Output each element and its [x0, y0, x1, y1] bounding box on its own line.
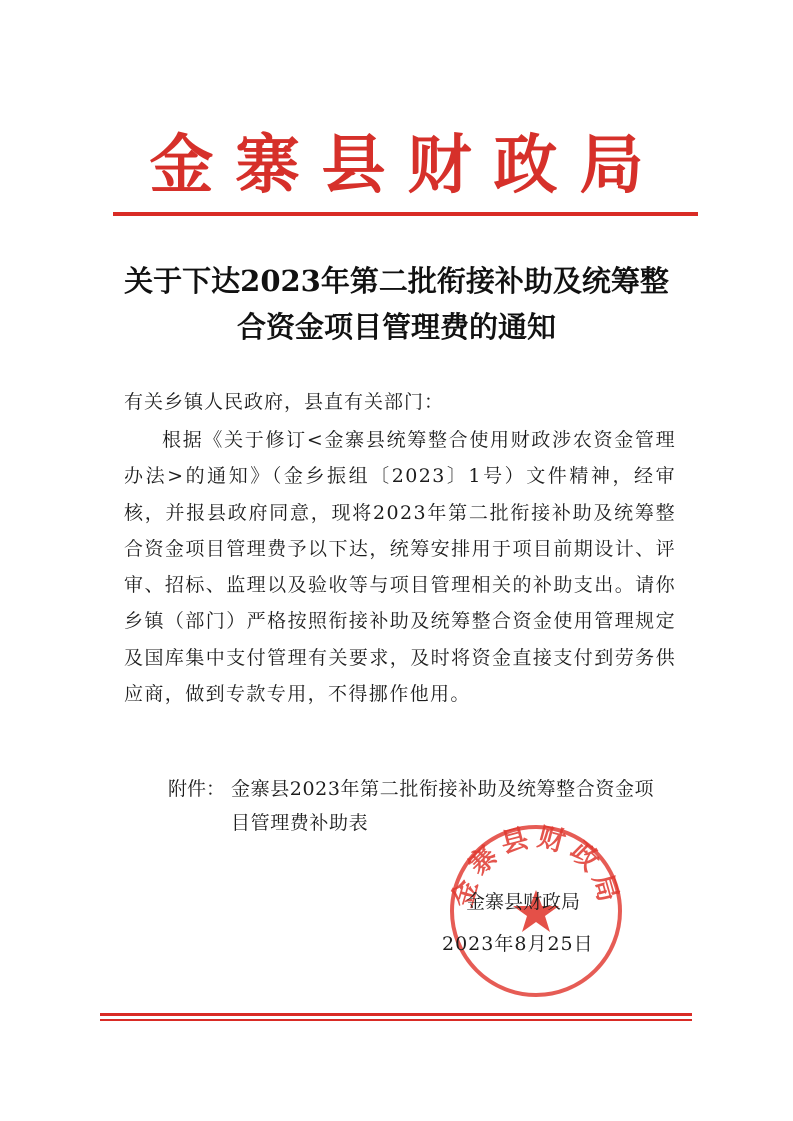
signature-date: 2023年8月25日	[442, 933, 594, 955]
seal-text: 金寨县财政局	[447, 822, 625, 911]
footer-divider-thick	[100, 1013, 692, 1016]
notice-title-line-2: 合资金项目管理费的通知	[236, 310, 556, 344]
attachment-title: 金寨县2023年第二批衔接补助及统筹整合资金项目管理费补助表	[231, 778, 655, 834]
addressee: 有关乡镇人民政府，县直有关部门：	[124, 391, 445, 413]
footer-divider-thin	[100, 1019, 692, 1021]
letterhead-title: 金寨县财政局	[149, 128, 666, 203]
notice-title-line-1: 关于下达2023年第二批衔接补助及统筹整	[124, 264, 669, 298]
notice-title	[80, 258, 713, 350]
signature-issuer: 金寨县财政局	[466, 891, 581, 913]
attachment-label: 附件：	[168, 778, 226, 800]
letterhead-divider	[113, 212, 698, 216]
notice-body: 根据《关于修订<金寨县统筹整合使用财政涉农资金管理办法>的通知》（金乡振组〔2023〕1号）文件精神，经审核，并报县政府同意，现将2023年第二批衔接补助及统筹整合资金项目管理费予以下达，统筹安排用于项目前期设计、评审、招标、监理以及验收等与项目管理相关的补助支出。请你乡镇（部门）严格按照衔接补助及统筹整合资金使用管理规定及国库集中支付管理有关要求，及时将资金直接支付到劳务供应商，做到专款专用，不得挪作他用。	[124, 429, 676, 706]
